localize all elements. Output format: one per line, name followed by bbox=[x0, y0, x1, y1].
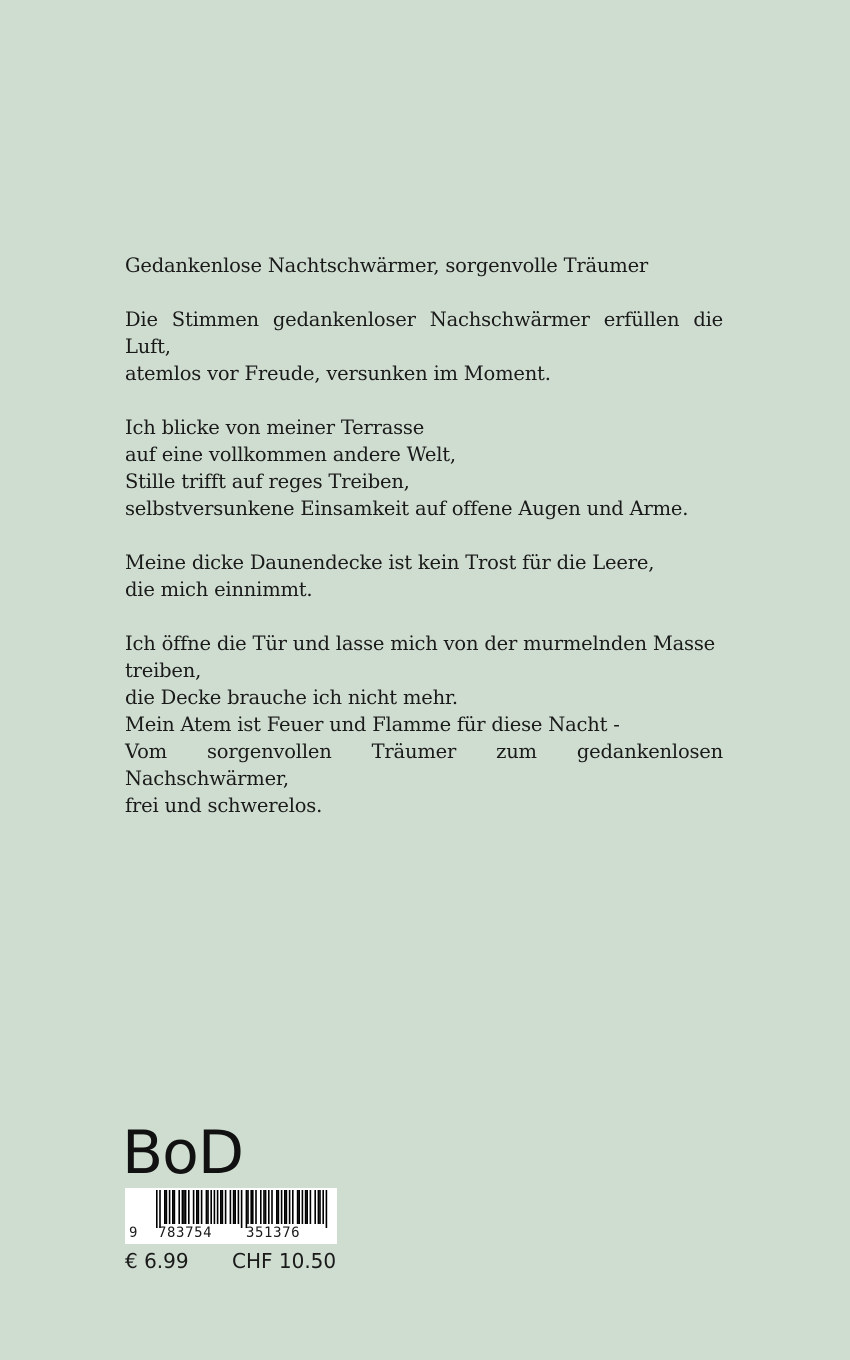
barcode-bar bbox=[271, 1190, 273, 1224]
barcode-bar bbox=[281, 1190, 283, 1224]
barcode-bar bbox=[159, 1190, 161, 1228]
barcode-bar bbox=[206, 1190, 208, 1224]
barcode-bar bbox=[222, 1190, 224, 1224]
barcode-bar bbox=[220, 1190, 222, 1224]
barcode-bar bbox=[233, 1190, 235, 1224]
poem-line: atemlos vor Freude, versunken im Moment. bbox=[125, 362, 551, 385]
poem-line: Vom sorgenvollen Träumer zum gedankenlosen bbox=[125, 740, 723, 763]
barcode-bar bbox=[305, 1190, 307, 1224]
barcode-bar bbox=[241, 1190, 243, 1228]
barcode-bar bbox=[183, 1190, 185, 1224]
barcode-bar bbox=[265, 1190, 267, 1224]
poem-line: Nachschwärmer, bbox=[125, 767, 289, 790]
barcode-digits-right: 351376 bbox=[246, 1225, 301, 1241]
barcode-bar bbox=[284, 1190, 286, 1224]
barcode-bar bbox=[164, 1190, 166, 1224]
barcode-bar bbox=[250, 1190, 252, 1224]
barcode-bar bbox=[319, 1190, 321, 1224]
barcode-bar bbox=[263, 1190, 265, 1224]
barcode-bar bbox=[172, 1190, 174, 1224]
barcode-bar bbox=[306, 1190, 308, 1224]
barcode-bar bbox=[198, 1190, 200, 1224]
poem-line: die mich einnimmt. bbox=[125, 578, 313, 601]
poem-line: Ich öffne die Tür und lasse mich von der murmelnden Masse bbox=[125, 632, 715, 655]
barcode-bar bbox=[298, 1190, 300, 1224]
barcode-first-digit: 9 bbox=[129, 1225, 138, 1241]
barcode-bar bbox=[166, 1190, 168, 1224]
barcode-bar bbox=[278, 1190, 280, 1224]
poem-title: Gedankenlose Nachtschwärmer, sorgenvolle Träumer bbox=[125, 254, 649, 277]
barcode-bar bbox=[238, 1190, 240, 1224]
barcode-bar bbox=[225, 1190, 227, 1224]
poem-line: frei und schwerelos. bbox=[125, 794, 323, 817]
barcode-bar bbox=[217, 1190, 219, 1224]
barcode-bar bbox=[292, 1190, 294, 1224]
poem-line: Luft, bbox=[125, 335, 171, 358]
barcode-bar bbox=[196, 1190, 198, 1224]
isbn-barcode bbox=[125, 1188, 337, 1244]
barcode-bar bbox=[314, 1190, 316, 1224]
barcode-bar bbox=[289, 1190, 291, 1224]
poem-line: selbstversunkene Einsamkeit auf offene Augen und Arme. bbox=[125, 497, 689, 520]
barcode-bar bbox=[247, 1190, 249, 1224]
poem-line: treiben, bbox=[125, 659, 202, 682]
barcode-bar bbox=[178, 1190, 180, 1224]
poem-line: Stille trifft auf reges Treiben, bbox=[125, 470, 410, 493]
barcode-bar bbox=[214, 1190, 216, 1224]
barcode-bar bbox=[246, 1190, 248, 1228]
barcode-bar bbox=[207, 1190, 209, 1224]
barcode-bar bbox=[318, 1190, 320, 1224]
barcode-bar bbox=[302, 1190, 304, 1224]
barcode-bar bbox=[268, 1190, 270, 1224]
barcode-bar bbox=[210, 1190, 212, 1224]
stanza-4 bbox=[125, 630, 723, 819]
barcode-bar bbox=[188, 1190, 190, 1224]
barcode-bar bbox=[182, 1190, 184, 1224]
barcode-bar bbox=[322, 1190, 324, 1224]
stanza-3 bbox=[125, 549, 723, 603]
barcode-bar bbox=[297, 1190, 299, 1224]
barcode-bar bbox=[234, 1190, 236, 1224]
barcode-bar bbox=[260, 1190, 262, 1224]
barcode-digits-left: 783754 bbox=[158, 1225, 213, 1241]
poem bbox=[125, 252, 723, 846]
poem-line: Ich blicke von meiner Terrasse bbox=[125, 416, 425, 439]
poem-line: auf eine vollkommen andere Welt, bbox=[125, 443, 456, 466]
barcode-bar bbox=[185, 1190, 187, 1224]
barcode-bar bbox=[276, 1190, 278, 1224]
stanza-1 bbox=[125, 306, 723, 387]
stanza-2 bbox=[125, 414, 723, 522]
poem-line: Die Stimmen gedankenloser Nachschwärmer erfüllen die bbox=[125, 308, 723, 331]
publisher-logo: BoD bbox=[122, 1118, 244, 1188]
price-eur: € 6.99 bbox=[125, 1249, 189, 1273]
barcode-bar bbox=[156, 1190, 158, 1228]
barcode-bars bbox=[125, 1188, 337, 1228]
barcode-bar bbox=[255, 1190, 257, 1224]
price-chf: CHF 10.50 bbox=[232, 1249, 337, 1273]
poem-line: Mein Atem ist Feuer und Flamme für diese Nacht - bbox=[125, 713, 620, 736]
poem-line: Meine dicke Daunendecke ist kein Trost für die Leere, bbox=[125, 551, 655, 574]
barcode-bar bbox=[252, 1190, 254, 1224]
barcode-bar bbox=[201, 1190, 203, 1224]
barcode-bar bbox=[310, 1190, 312, 1224]
barcode-bar bbox=[230, 1190, 232, 1224]
barcode-bar bbox=[193, 1190, 195, 1224]
poem-line: die Decke brauche ich nicht mehr. bbox=[125, 686, 458, 709]
barcode-bar bbox=[326, 1190, 328, 1228]
barcode-bar bbox=[286, 1190, 288, 1224]
barcode-bar bbox=[174, 1190, 176, 1224]
barcode-bar bbox=[169, 1190, 171, 1224]
